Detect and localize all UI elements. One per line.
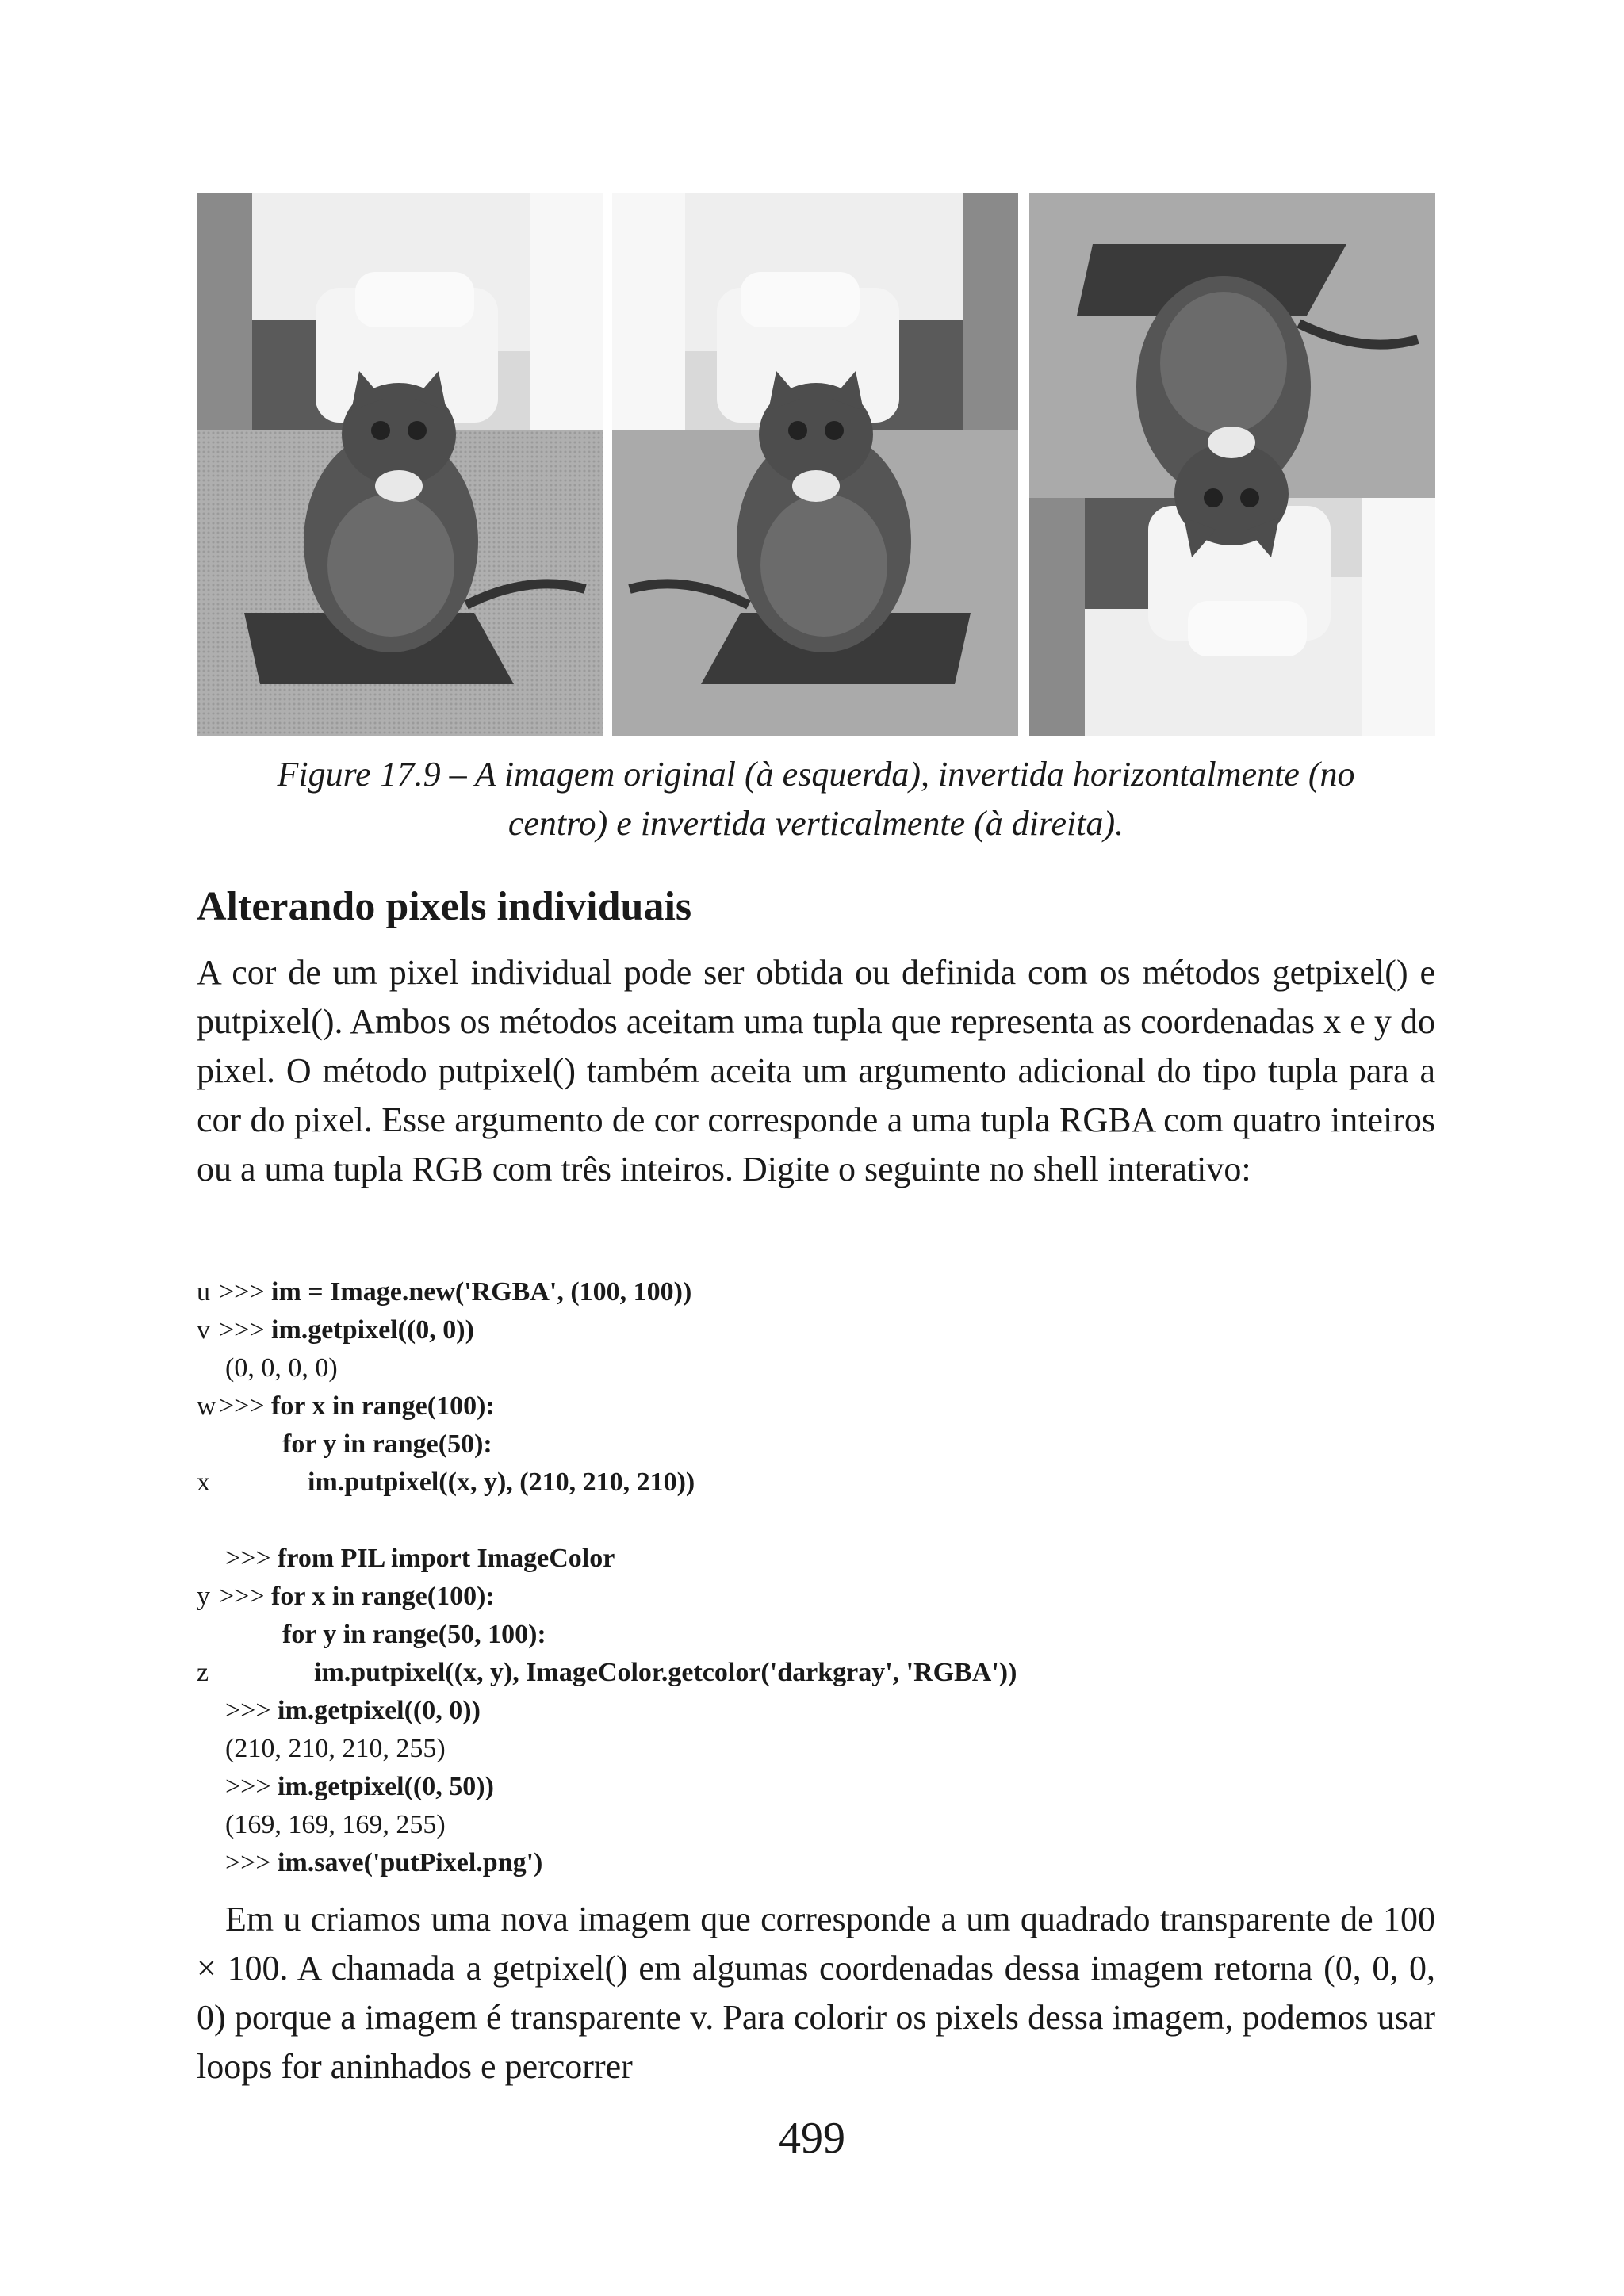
code-line-text [308,1464,695,1502]
shell-prompt: >>> [219,1315,272,1345]
figure-caption [197,750,1435,848]
code-callout-marker: w [197,1391,216,1421]
code-input: im.getpixel((0, 0)) [271,1315,474,1345]
cat-photo-original-drawing [197,193,603,736]
code-line [197,1349,1435,1387]
code-line [197,1730,1435,1768]
shell-prompt: >>> [225,1696,278,1725]
code-callout-marker: v [197,1315,210,1345]
code-line-text [225,1692,481,1730]
code-line-text [219,1387,495,1425]
figure-caption-line-2: centro) e invertida verticalmente (à direita). [508,804,1124,843]
code-input: im.putpixel((x, y), (210, 210, 210)) [308,1468,695,1497]
shell-prompt: >>> [219,1391,272,1421]
shell-prompt: >>> [219,1277,272,1307]
code-line [197,1616,1435,1654]
code-input: for x in range(100): [271,1391,495,1421]
code-input: im = Image.new('RGBA', (100, 100)) [271,1277,692,1307]
section-heading: Alterando pixels individuais [197,884,692,929]
code-line-text [282,1425,492,1464]
code-output: (169, 169, 169, 255) [225,1810,446,1839]
code-line-text [219,1273,691,1311]
code-line [197,1578,1435,1616]
code-input: im.getpixel((0, 0)) [278,1696,481,1725]
code-line-text [314,1654,1017,1692]
code-listing [197,1273,1435,1882]
code-callout-marker: x [197,1468,210,1497]
cat-photo-original [197,193,603,736]
code-line [197,1425,1435,1464]
code-line [197,1844,1435,1882]
code-callout-marker: u [197,1277,210,1307]
code-line [197,1387,1435,1425]
code-input: im.save('putPixel.png') [278,1848,543,1877]
shell-prompt: >>> [225,1544,278,1573]
code-input: for x in range(100): [271,1582,495,1611]
cat-photo-flipped-vertical [1029,193,1435,736]
code-line [197,1464,1435,1502]
shell-prompt: >>> [219,1582,272,1611]
code-line-text [225,1768,494,1806]
shell-prompt: >>> [225,1848,278,1877]
code-output: (0, 0, 0, 0) [225,1353,338,1383]
code-line-text [219,1578,495,1616]
code-line [197,1692,1435,1730]
code-line-text [219,1311,474,1349]
code-input: im.putpixel((x, y), ImageColor.getcolor('darkgray', 'RGBA')) [314,1658,1017,1687]
body-paragraph-2: Em u criamos uma nova imagem que corresponde a um quadrado transparente de 100 × 100. A chamada a getpixel() em algumas coordenadas dessa imagem retorna (0, 0, 0, 0) porque a imagem é transparente v. Para colorir os pixels dessa imagem, podemos usar loops for aninhados e percorrer [197,1900,1435,2086]
code-line [197,1768,1435,1806]
cat-photo-flipped-horizontal [612,193,1018,736]
page-number: 499 [779,2114,845,2163]
code-input: for y in range(50): [282,1429,492,1459]
shell-prompt: >>> [225,1772,278,1801]
code-line [197,1273,1435,1311]
code-line [197,1502,1435,1540]
code-line [197,1311,1435,1349]
body-paragraph-1: A cor de um pixel individual pode ser obtida ou definida com os métodos getpixel() e putpixel(). Ambos os métodos aceitam uma tupla que representa as coordenadas x e y do pixel. O método putpixel() também aceita um argumento adicional do tipo tupla para a cor do pixel. Esse argumento de cor corresponde a uma tupla RGBA com quatro inteiros ou a uma tupla RGB com três inteiros. Digite o seguinte no shell interativo: [197,953,1435,1188]
code-line-text [282,1616,546,1654]
code-input: for y in range(50, 100): [282,1620,546,1649]
code-output: (210, 210, 210, 255) [225,1734,446,1763]
figure-images [197,193,1435,736]
figure-caption-line-1: Figure 17.9 – A imagem original (à esquerda), invertida horizontalmente (no [277,755,1355,794]
code-line-text [225,1540,615,1578]
code-input: from PIL import ImageColor [278,1544,615,1573]
code-line-text [225,1349,338,1387]
code-line-text [225,1806,446,1844]
code-callout-marker: z [197,1658,209,1687]
cat-photo-vflip-drawing [1029,193,1435,736]
code-line [197,1654,1435,1692]
code-callout-marker: y [197,1582,210,1611]
code-line-text [225,1844,542,1882]
code-input: im.getpixel((0, 50)) [278,1772,494,1801]
cat-photo-hflip-drawing [612,193,1018,736]
code-line [197,1540,1435,1578]
code-line-text [225,1730,446,1768]
code-line [197,1806,1435,1844]
